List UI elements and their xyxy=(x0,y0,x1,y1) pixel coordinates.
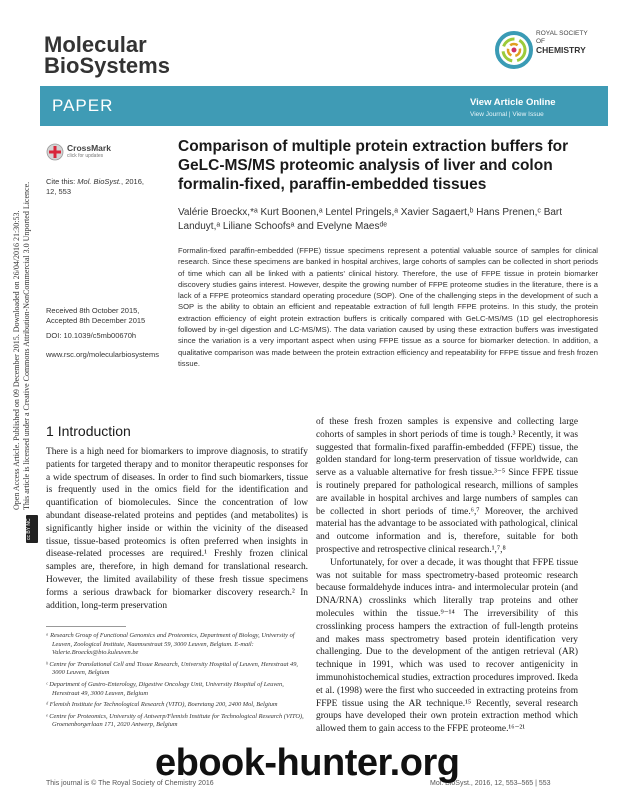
section-heading xyxy=(46,423,131,439)
abstract: Formalin-fixed paraffin-embedded (FFPE) tissue specimens represent a potential valuable source of samples for clinical research. Since these specimens are banked in hospital archives, large cohorts of samples can be collected in short periods of time which can all be linked with a patients' clinical history. Therefore, the use of FFPE tissue in protein biomarker discovery studies gains interest. However, despite the growing number of FFPE proteome studies in the literature, there is a lack of a FFPE proteomics standard operating procedure (SOP). One of the challenging steps in the development of such a SOP is the ability to obtain an efficient and repeatable extraction of full length FFPE proteins. In this study, the protein extraction efficiency of eight protein extraction buffers is critically compared with GeLC-MS/MS (1D gel electrophoresis followed by in-gel digestion and LC-MS/MS). The data variation caused by using these extraction buffers was investigated since the variation is a very important aspect when using FFPE tissue as a source for biomarker detection. In addition, a qualitative comparison was made between the protein extraction efficiency and repeatability for FFPE tissue and fresh frozen tissue. xyxy=(178,246,598,368)
author-list: Valérie Broeckx,*ᵃ Kurt Boonen,ᵃ Lentel Pringels,ᵃ Xavier Sagaert,ᵇ Hans Prenen,ᶜ Bart Landuyt,ᵃ Liliane Schoofsᵃ and Evelyne Maesᵈᵉ xyxy=(178,207,563,232)
article-title: Comparison of multiple protein extraction buffers for GeLC-MS/MS proteomic analysis of liver and colon formalin-fixed, paraffin-embedded tissues xyxy=(178,138,569,193)
footer-copyright: This journal is © The Royal Society of Chemistry 2016 xyxy=(46,780,214,787)
section-number: 1 xyxy=(46,423,54,439)
crossmark-label: CrossMark xyxy=(67,143,111,153)
affiliation-item: ᵉ Centre for Proteomics, University of Antwerp/Flemish Institute for Technological Research (VITO), Groenenborgerlaan 171, 2020 Antwerp, Belgium xyxy=(46,712,304,729)
body-paragraph: Unfortunately, for over a decade, it was thought that FFPE tissue was not suitable for mass spectrometry-based proteomic research because formaldehyde induces intra- and intermolecular protein (and DNA/RNA) crosslinks which literally trap proteins and other molecules within the tissue.⁹⁻¹⁴ The irreversibility of this crosslinking process hampers the extraction of full-length proteins and makes mass spectrometry based protein identification very challenging. Due to the development of the antigen retrieval (AR) technique in 1991, which was used to recover antigenicity in immunohistochemical studies, extraction procedures improved. Ikeda et al. (1998) were the first who succeeded in extracting proteins from FFPE tissue using the AR technique.¹⁵ Recently, several research groups have developed their own protein extraction method which allowed them to gain access to the FFPE proteome.¹⁶⁻²¹ xyxy=(316,557,578,735)
journal-name-line1: Molecular xyxy=(44,32,147,57)
rsc-line3: CHEMISTRY xyxy=(536,45,586,55)
open-access-line1: Open Access Article. Published on 09 December 2015. Downloaded on 26/04/2016 21:30:53. xyxy=(12,210,21,510)
citation-info xyxy=(46,177,166,197)
body-paragraph: There is a high need for biomarkers to improve diagnosis, to stratify patients for targeted therapy and to monitor therapeutic responses for a wide spectrum of diseases. In order to find such biomarkers, tissue is frequently used in the omics field for the identification and quantification of biomolecules. Since the concentration of low abundant disease-related proteins and peptides (and metabolites) is significantly higher inside or within the vicinity of the diseased tissue, tissue-based proteomics is often preferred when insights in disease-related processes are required.¹ Freshly frozen clinical samples are, therefore, in high demand for translational research. However, the limited availability of these fresh tissue specimens forms a serious drawback for biomarker discovery research.² In addition, long-term preservation xyxy=(46,447,308,611)
crossmark-button[interactable] xyxy=(46,143,126,161)
body-paragraph: of these fresh frozen samples is expensive and collecting large cohorts of samples in short periods of time is tough.³ Recently, it was suggested that formalin-fixed paraffin-embedded (FFPE) tissue, the golden standard for long-term preservation of tissue worldwide, can serve as a valuable alternative for fresh tissue.³⁻⁵ Since FFPE tissue is routinely prepared for pathological research, millions of samples are available in hospital archives and large numbers of samples can be collected in short periods of time.⁶,⁷ Moreover, the archived material has the advantage to be associated with pathological, clinical and outcome information and is, therefore, suitable for both prospective and retrospective clinical research.¹,⁷,⁸ xyxy=(316,417,578,555)
cc-license-badge[interactable]: cc BY NC xyxy=(26,515,38,543)
cite-label: Cite this: xyxy=(46,177,76,186)
section-title: Introduction xyxy=(57,423,131,439)
affiliation-item: ᶜ Department of Gastro-Enterology, Digestive Oncology Unit, University Hospital of Leuven, Herestraat 49, 3000 Leuven, Belgium xyxy=(46,680,284,697)
article-dates xyxy=(46,306,171,326)
affiliation-item: ᵇ Centre for Translational Cell and Tissue Research, University Hospital of Leuven, Herestraat 49, 3000 Leuven, Belgium xyxy=(46,660,299,677)
received-date: Received 8th October 2015, xyxy=(46,306,140,315)
rsc-wordmark xyxy=(536,30,616,54)
rsc-line1: ROYAL SOCIETY xyxy=(536,30,588,37)
crossmark-sublabel: click for updates xyxy=(67,153,104,159)
view-article-online-link[interactable]: View Article Online xyxy=(470,97,556,108)
footnote-divider xyxy=(46,626,126,627)
body-column-left xyxy=(46,446,308,612)
journal-url[interactable]: www.rsc.org/molecularbiosystems xyxy=(46,350,159,359)
body-column-right xyxy=(316,416,578,736)
journal-name-line2: BioSystems xyxy=(44,53,170,78)
article-type-label: PAPER xyxy=(52,96,114,115)
watermark: ebook-hunter.org xyxy=(155,742,460,784)
affiliation-item: ᵃ Research Group of Functional Genomics and Proteomics, Department of Biology, University of Leuven, Zoological Institute, Naamsestraat 59, 3000 Leuven, Belgium. E-mail: Valerie.Broeckx@bio.kuleuven.be xyxy=(46,632,295,657)
cite-year: , 2016, xyxy=(121,177,144,186)
crossmark-icon xyxy=(46,143,64,161)
view-journal-issue-links[interactable]: View Journal | View Issue xyxy=(470,111,544,118)
journal-name xyxy=(44,34,264,76)
open-access-notice xyxy=(4,150,44,540)
affiliation-item: ᵈ Flemish Institute for Technological Research (VITO), Boeretang 200, 2400 Mol, Belgium xyxy=(46,701,278,709)
open-access-line2: This article is licensed under a Creative Commons Attribution-NonCommercial 3.0 Unported Licence. xyxy=(22,181,31,510)
affiliations xyxy=(46,632,308,733)
doi[interactable]: DOI: 10.1039/c5mb00670h xyxy=(46,331,137,340)
cite-journal: Mol. BioSyst. xyxy=(77,177,122,186)
footer-page-info: Mol. BioSyst., 2016, 12, 553–565 | 553 xyxy=(430,780,551,787)
accepted-date: Accepted 8th December 2015 xyxy=(46,316,146,325)
cite-volume: 12, 553 xyxy=(46,187,72,196)
rsc-line2: OF xyxy=(536,38,546,45)
